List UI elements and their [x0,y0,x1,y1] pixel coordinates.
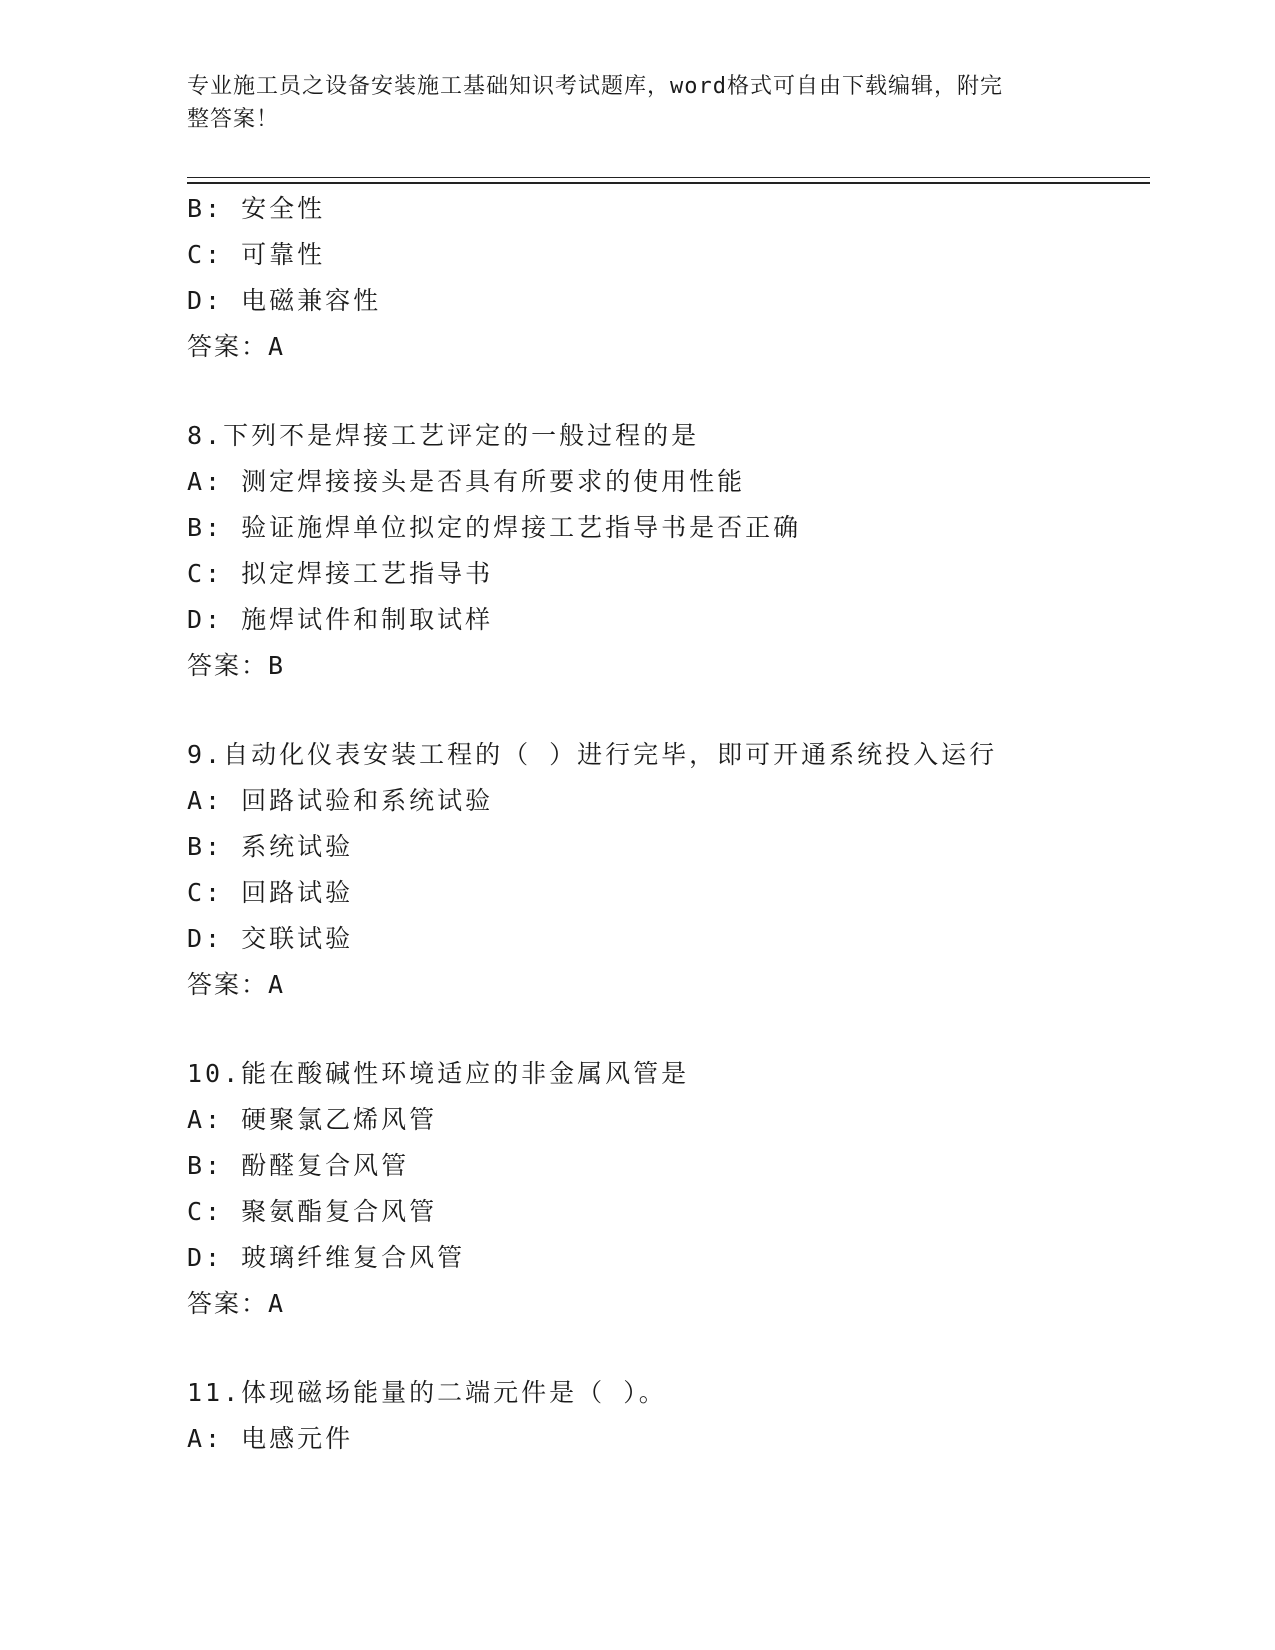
option-a: A: 回路试验和系统试验 [187,786,494,815]
option-a: A: 硬聚氯乙烯风管 [187,1105,438,1134]
question-stem: 11.体现磁场能量的二端元件是（ ）。 [187,1378,667,1407]
option-d: D: 玻璃纤维复合风管 [187,1243,466,1272]
answer-line: 答案：A [187,970,286,999]
header-line-2: 整答案！ [187,107,280,132]
option-d: D: 施焊试件和制取试样 [187,605,494,634]
question-8 [187,413,1147,689]
question-stem: 10.能在酸碱性环境适应的非金属风管是 [187,1059,690,1088]
document-header [187,70,1067,136]
question-stem: 8.下列不是焊接工艺评定的一般过程的是 [187,421,700,450]
header-line-1: 专业施工员之设备安装施工基础知识考试题库，word格式可自由下载编辑，附完 [187,74,1003,99]
question-stem: 9.自动化仪表安装工程的（ ）进行完毕，即可开通系统投入运行 [187,740,998,769]
option-b: B: 安全性 [187,194,326,223]
option-b: B: 酚醛复合风管 [187,1151,410,1180]
option-c: C: 回路试验 [187,878,354,907]
option-b: B: 验证施焊单位拟定的焊接工艺指导书是否正确 [187,513,802,542]
answer-line: 答案：A [187,332,286,361]
option-d: D: 电磁兼容性 [187,286,382,315]
option-d: D: 交联试验 [187,924,354,953]
answer-line: 答案：B [187,651,286,680]
header-divider-thin [187,177,1150,178]
question-9 [187,732,1147,1008]
carryover-question [187,186,1147,370]
option-a: A: 测定焊接接头是否具有所要求的使用性能 [187,467,746,496]
option-a: A: 电感元件 [187,1424,354,1453]
option-c: C: 聚氨酯复合风管 [187,1197,438,1226]
answer-line: 答案：A [187,1289,286,1318]
option-c: C: 拟定焊接工艺指导书 [187,559,494,588]
header-divider-thick [187,182,1150,184]
question-11 [187,1370,1147,1462]
question-list [187,186,1147,1462]
question-10 [187,1051,1147,1327]
option-b: B: 系统试验 [187,832,354,861]
option-c: C: 可靠性 [187,240,326,269]
